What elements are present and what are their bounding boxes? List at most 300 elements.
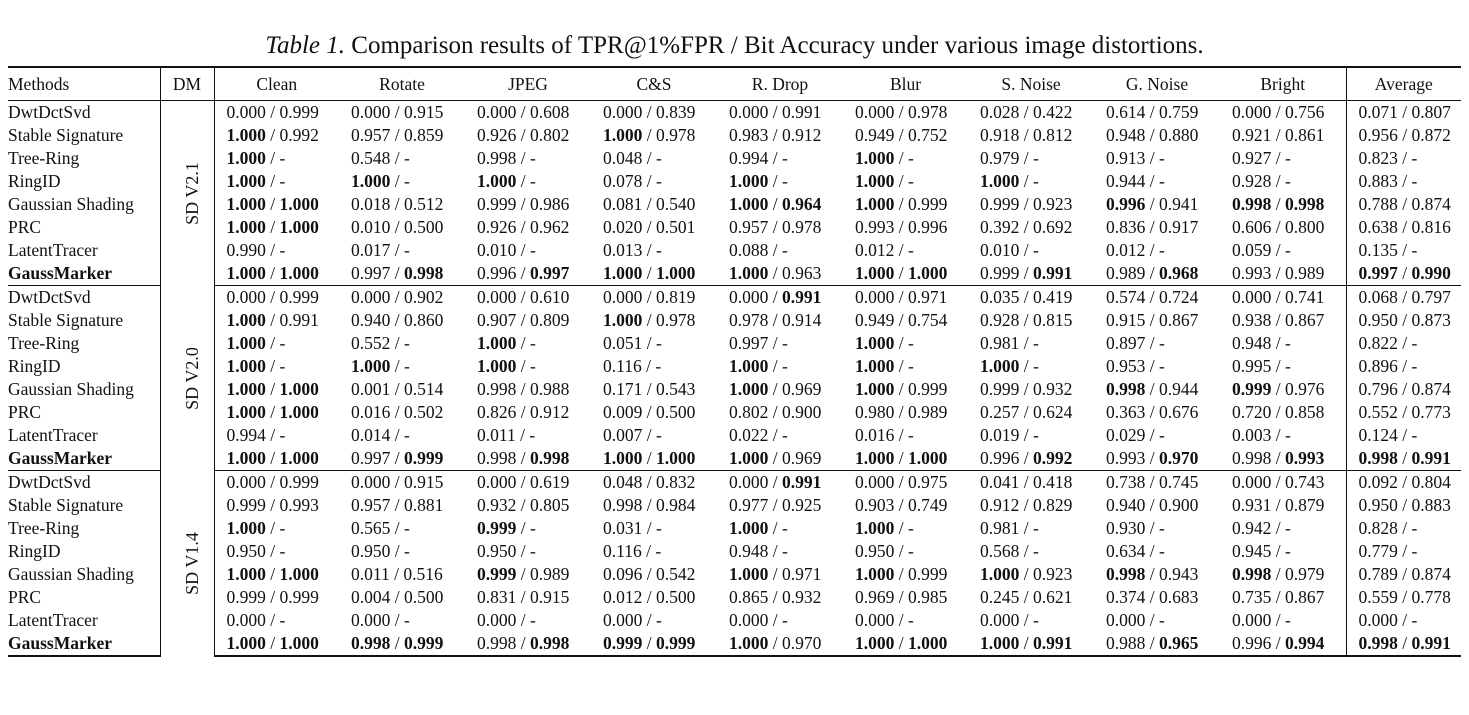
value-separator: / [768,171,782,191]
average-cell [1346,262,1461,286]
value-separator: / [1397,379,1412,399]
bit-accuracy-value: 0.991 [1033,263,1073,283]
metric-cell [1094,193,1220,216]
tpr-value: 0.078 [603,171,643,191]
tpr-value: 0.928 [1232,171,1272,191]
method-name: GaussMarker [8,447,160,471]
metric-cell [591,262,717,286]
metric-cell [1220,609,1346,632]
bit-accuracy-value: - [1411,148,1418,168]
average-cell [1346,609,1461,632]
tpr-value: 0.998 [477,448,517,468]
tpr-value: 0.942 [1232,518,1272,538]
metric-cell [1220,586,1346,609]
table-caption [0,30,1469,62]
value-separator: / [390,287,404,307]
bit-accuracy-value: 0.800 [1285,217,1325,237]
value-separator: / [1145,495,1159,515]
average-cell [1346,332,1461,355]
tpr-value: 0.392 [980,217,1020,237]
tpr-value: 1.000 [226,333,266,353]
value-separator: / [1145,472,1159,492]
bit-accuracy-value: 0.500 [404,587,444,607]
metric-cell [214,401,339,424]
value-separator: / [1145,125,1159,145]
value-separator: / [516,402,530,422]
tpr-value: 1.000 [729,518,769,538]
metric-cell [717,424,843,447]
bit-accuracy-value: - [782,171,788,191]
value-separator: / [1145,240,1159,260]
tpr-value: 0.969 [855,587,895,607]
tpr-value: 0.638 [1358,217,1398,237]
bit-accuracy-value: 0.971 [908,287,948,307]
metric-cell [717,262,843,286]
tpr-value: 0.940 [351,310,391,330]
tpr-value: 1.000 [855,564,895,584]
bit-accuracy-value: 0.872 [1411,125,1451,145]
bit-accuracy-value: - [530,356,536,376]
value-separator: / [516,356,530,376]
tpr-value: 0.913 [1106,148,1146,168]
method-name: GaussMarker [8,632,160,656]
value-separator: / [390,194,404,214]
value-separator: / [894,125,908,145]
value-separator: / [1145,564,1159,584]
bit-accuracy-value: 0.619 [530,472,570,492]
value-separator: / [390,263,404,283]
tpr-value: 0.000 [729,287,769,307]
bit-accuracy-value: - [1159,541,1165,561]
tpr-value: 1.000 [980,564,1020,584]
metric-cell [465,332,591,355]
metric-cell [717,101,843,125]
metric-cell [717,193,843,216]
tpr-value: 0.009 [603,402,643,422]
tpr-value: 0.000 [477,102,517,122]
tpr-value: 0.568 [980,541,1020,561]
value-separator: / [894,472,908,492]
bit-accuracy-value: 0.915 [404,472,444,492]
value-separator: / [265,448,280,468]
bit-accuracy-value: 0.914 [782,310,822,330]
average-cell [1346,355,1461,378]
bit-accuracy-value: 1.000 [279,402,319,422]
bit-accuracy-value: - [1285,333,1291,353]
bit-accuracy-value: - [530,541,536,561]
tpr-value: 1.000 [226,263,266,283]
value-separator: / [1019,148,1033,168]
value-separator: / [1271,472,1285,492]
bit-accuracy-value: 0.816 [1411,217,1451,237]
bit-accuracy-value: - [1159,425,1165,445]
metric-cell [1220,401,1346,424]
bit-accuracy-value: - [279,171,286,191]
value-separator: / [642,610,656,630]
value-separator: / [390,310,404,330]
bit-accuracy-value: - [530,333,536,353]
bit-accuracy-value: 0.991 [1411,448,1451,468]
average-cell [1346,378,1461,401]
tpr-value: 0.981 [980,518,1020,538]
tpr-value: 1.000 [729,564,769,584]
tpr-value: 0.565 [351,518,391,538]
method-name: PRC [8,586,160,609]
bit-accuracy-value: 0.419 [1033,287,1073,307]
bit-accuracy-value: 1.000 [279,633,319,653]
tpr-value: 0.000 [855,610,895,630]
header-snoise: S. Noise [968,67,1094,101]
bit-accuracy-value: - [279,240,286,260]
value-separator: / [390,518,404,538]
tpr-value: 0.802 [729,402,769,422]
bit-accuracy-value: 0.756 [1285,102,1325,122]
tpr-value: 0.000 [1232,472,1272,492]
metric-cell [591,355,717,378]
tpr-value: 0.828 [1358,518,1398,538]
bit-accuracy-value: - [908,541,914,561]
bit-accuracy-value: 0.997 [530,263,570,283]
value-separator: / [265,217,280,237]
header-cs: C&S [591,67,717,101]
header-average: Average [1346,67,1461,101]
bit-accuracy-value: 0.861 [1285,125,1325,145]
metric-cell [1094,286,1220,310]
bit-accuracy-value: 0.422 [1033,102,1073,122]
metric-cell [968,424,1094,447]
metric-cell [465,632,591,656]
tpr-value: 0.998 [1358,633,1398,653]
tpr-value: 0.016 [351,402,391,422]
bit-accuracy-value: - [908,333,914,353]
bit-accuracy-value: 0.978 [656,310,696,330]
value-separator: / [390,125,404,145]
bit-accuracy-value: 0.874 [1411,564,1451,584]
metric-cell [591,332,717,355]
metric-cell [843,609,968,632]
tpr-value: 0.010 [980,240,1020,260]
bit-accuracy-value: 0.752 [908,125,948,145]
bit-accuracy-value: 0.915 [404,102,444,122]
tpr-value: 0.997 [729,333,769,353]
metric-cell [968,563,1094,586]
metric-cell [1094,517,1220,540]
metric-cell [717,378,843,401]
tpr-value: 0.998 [477,379,517,399]
tpr-value: 0.000 [477,472,517,492]
tpr-value: 0.980 [855,402,895,422]
metric-cell [1220,286,1346,310]
metric-cell [968,401,1094,424]
tpr-value: 0.041 [980,472,1020,492]
value-separator: / [516,310,530,330]
tpr-value: 0.927 [1232,148,1272,168]
metric-cell [1094,216,1220,239]
value-separator: / [1019,263,1033,283]
value-separator: / [1271,610,1285,630]
header-rotate: Rotate [339,67,465,101]
bit-accuracy-value: - [530,240,536,260]
bit-accuracy-value: - [1159,356,1165,376]
value-separator: / [768,287,782,307]
metric-cell [214,239,339,262]
value-separator: / [1397,333,1412,353]
metric-cell [717,239,843,262]
metric-cell [843,586,968,609]
tpr-value: 0.000 [729,102,769,122]
metric-cell [465,147,591,170]
tpr-value: 0.926 [477,125,517,145]
method-name: DwtDctSvd [8,101,160,125]
method-name: Tree-Ring [8,332,160,355]
bit-accuracy-value: 0.805 [530,495,570,515]
value-separator: / [642,518,656,538]
metric-cell [465,494,591,517]
tpr-value: 0.004 [351,587,391,607]
header-dm: DM [160,67,214,101]
table-body [8,101,1461,657]
bit-accuracy-value: 0.971 [782,564,822,584]
dm-cell [160,101,214,286]
tpr-value: 0.048 [603,472,643,492]
metric-cell [843,239,968,262]
value-separator: / [894,333,908,353]
header-bright: Bright [1220,67,1346,101]
tpr-value: 1.000 [729,356,769,376]
bit-accuracy-value: 0.969 [782,448,822,468]
metric-cell [1094,262,1220,286]
tpr-value: 0.918 [980,125,1020,145]
tpr-value: 0.995 [1232,356,1272,376]
metric-cell [465,471,591,495]
metric-cell [465,124,591,147]
tpr-value: 0.979 [980,148,1020,168]
metric-cell [591,286,717,310]
bit-accuracy-value: 0.965 [1159,633,1199,653]
metric-cell [843,147,968,170]
tpr-value: 0.998 [351,633,391,653]
bit-accuracy-value: - [1285,541,1291,561]
average-cell [1346,193,1461,216]
bit-accuracy-value: 0.969 [782,379,822,399]
metric-cell [968,586,1094,609]
dm-cell [160,286,214,471]
value-separator: / [642,287,656,307]
value-separator: / [1271,587,1285,607]
metric-cell [717,124,843,147]
value-separator: / [768,610,782,630]
metric-cell [591,239,717,262]
tpr-value: 0.997 [351,263,391,283]
bit-accuracy-value: 0.984 [656,495,696,515]
bit-accuracy-value: - [279,148,286,168]
bit-accuracy-value: - [279,356,286,376]
value-separator: / [390,610,404,630]
value-separator: / [1397,287,1412,307]
metric-cell [214,101,339,125]
value-separator: / [265,610,280,630]
value-separator: / [1145,148,1159,168]
average-cell [1346,563,1461,586]
bit-accuracy-value: 0.812 [1033,125,1073,145]
metric-cell [1220,262,1346,286]
tpr-value: 0.374 [1106,587,1146,607]
metric-cell [465,609,591,632]
table-row [8,494,1461,517]
table-row [8,517,1461,540]
tpr-value: 1.000 [226,564,266,584]
bit-accuracy-value: - [279,518,286,538]
tpr-value: 0.883 [1358,171,1398,191]
bit-accuracy-value: 0.804 [1411,472,1451,492]
tpr-value: 0.950 [855,541,895,561]
value-separator: / [1271,633,1285,653]
tpr-value: 0.950 [477,541,517,561]
bit-accuracy-value: 0.543 [656,379,696,399]
value-separator: / [265,402,280,422]
value-separator: / [516,448,530,468]
bit-accuracy-value: 0.500 [656,587,696,607]
metric-cell [1094,355,1220,378]
bit-accuracy-value: - [404,541,410,561]
tpr-value: 0.000 [855,287,895,307]
metric-cell [465,216,591,239]
bit-accuracy-value: 0.999 [404,448,444,468]
bit-accuracy-value: 0.807 [1411,102,1451,122]
value-separator: / [768,564,782,584]
bit-accuracy-value: 0.917 [1159,217,1199,237]
bit-accuracy-value: - [1159,171,1165,191]
value-separator: / [642,217,656,237]
tpr-value: 0.559 [1358,587,1398,607]
bit-accuracy-value: 0.964 [782,194,822,214]
metric-cell [843,540,968,563]
average-cell [1346,239,1461,262]
bit-accuracy-value: - [655,541,662,561]
value-separator: / [768,102,782,122]
tpr-value: 0.017 [351,240,391,260]
value-separator: / [1271,171,1285,191]
value-separator: / [1271,263,1285,283]
value-separator: / [768,333,782,353]
bit-accuracy-value: 0.992 [279,125,319,145]
tpr-value: 0.997 [351,448,391,468]
metric-cell [1220,124,1346,147]
tpr-value: 0.096 [603,564,643,584]
bit-accuracy-value: 1.000 [279,448,319,468]
value-separator: / [1019,310,1033,330]
value-separator: / [1271,194,1285,214]
metric-cell [1094,494,1220,517]
tpr-value: 0.010 [351,217,391,237]
bit-accuracy-value: 0.839 [656,102,696,122]
tpr-value: 0.018 [351,194,391,214]
metric-cell [843,309,968,332]
value-separator: / [894,263,908,283]
table-row [8,286,1461,310]
bit-accuracy-value: - [908,425,914,445]
value-separator: / [768,495,782,515]
value-separator: / [1019,171,1033,191]
table-row [8,632,1461,656]
metric-cell [1220,216,1346,239]
tpr-value: 0.998 [477,633,517,653]
value-separator: / [1145,610,1159,630]
table-row [8,540,1461,563]
bit-accuracy-value: 0.998 [530,633,570,653]
value-separator: / [894,148,908,168]
metric-cell [1220,424,1346,447]
bit-accuracy-value: 0.867 [1285,310,1325,330]
average-cell [1346,124,1461,147]
bit-accuracy-value: 0.610 [530,287,570,307]
bit-accuracy-value: - [530,148,536,168]
value-separator: / [642,263,656,283]
value-separator: / [1019,287,1033,307]
average-cell [1346,494,1461,517]
metric-cell [1220,632,1346,656]
table-row [8,124,1461,147]
bit-accuracy-value: - [656,425,662,445]
bit-accuracy-value: 0.923 [1033,194,1073,214]
value-separator: / [642,402,656,422]
bit-accuracy-value: 0.900 [1159,495,1199,515]
bit-accuracy-value: 0.986 [530,194,570,214]
bit-accuracy-value: - [529,425,536,445]
metric-cell [339,124,465,147]
tpr-value: 0.257 [980,402,1020,422]
metric-cell [1220,170,1346,193]
bit-accuracy-value: 1.000 [908,448,948,468]
average-cell [1346,447,1461,471]
metric-cell [717,170,843,193]
metric-cell [1220,447,1346,471]
tpr-value: 0.012 [603,587,643,607]
value-separator: / [1019,564,1033,584]
tpr-value: 0.996 [980,448,1020,468]
header-clean: Clean [214,67,339,101]
value-separator: / [1019,425,1033,445]
bit-accuracy-value: 1.000 [279,564,319,584]
metric-cell [591,193,717,216]
bit-accuracy-value: - [1411,541,1418,561]
value-separator: / [516,171,530,191]
metric-cell [843,170,968,193]
method-name: Tree-Ring [8,517,160,540]
tpr-value: 0.000 [477,610,517,630]
value-separator: / [1397,102,1412,122]
tpr-value: 0.896 [1358,356,1398,376]
value-separator: / [894,171,908,191]
tpr-value: 0.994 [729,148,769,168]
tpr-value: 0.831 [477,587,517,607]
table-row [8,309,1461,332]
bit-accuracy-value: - [404,240,410,260]
value-separator: / [516,333,530,353]
tpr-value: 0.993 [1232,263,1272,283]
metric-cell [843,563,968,586]
metric-cell [214,193,339,216]
header-blur: Blur [843,67,968,101]
metric-cell [591,586,717,609]
tpr-value: 0.999 [603,633,643,653]
value-separator: / [390,240,404,260]
metric-cell [339,147,465,170]
tpr-value: 0.999 [226,495,266,515]
value-separator: / [516,287,530,307]
tpr-value: 0.988 [1106,633,1146,653]
bit-accuracy-value: 0.968 [1159,263,1199,283]
